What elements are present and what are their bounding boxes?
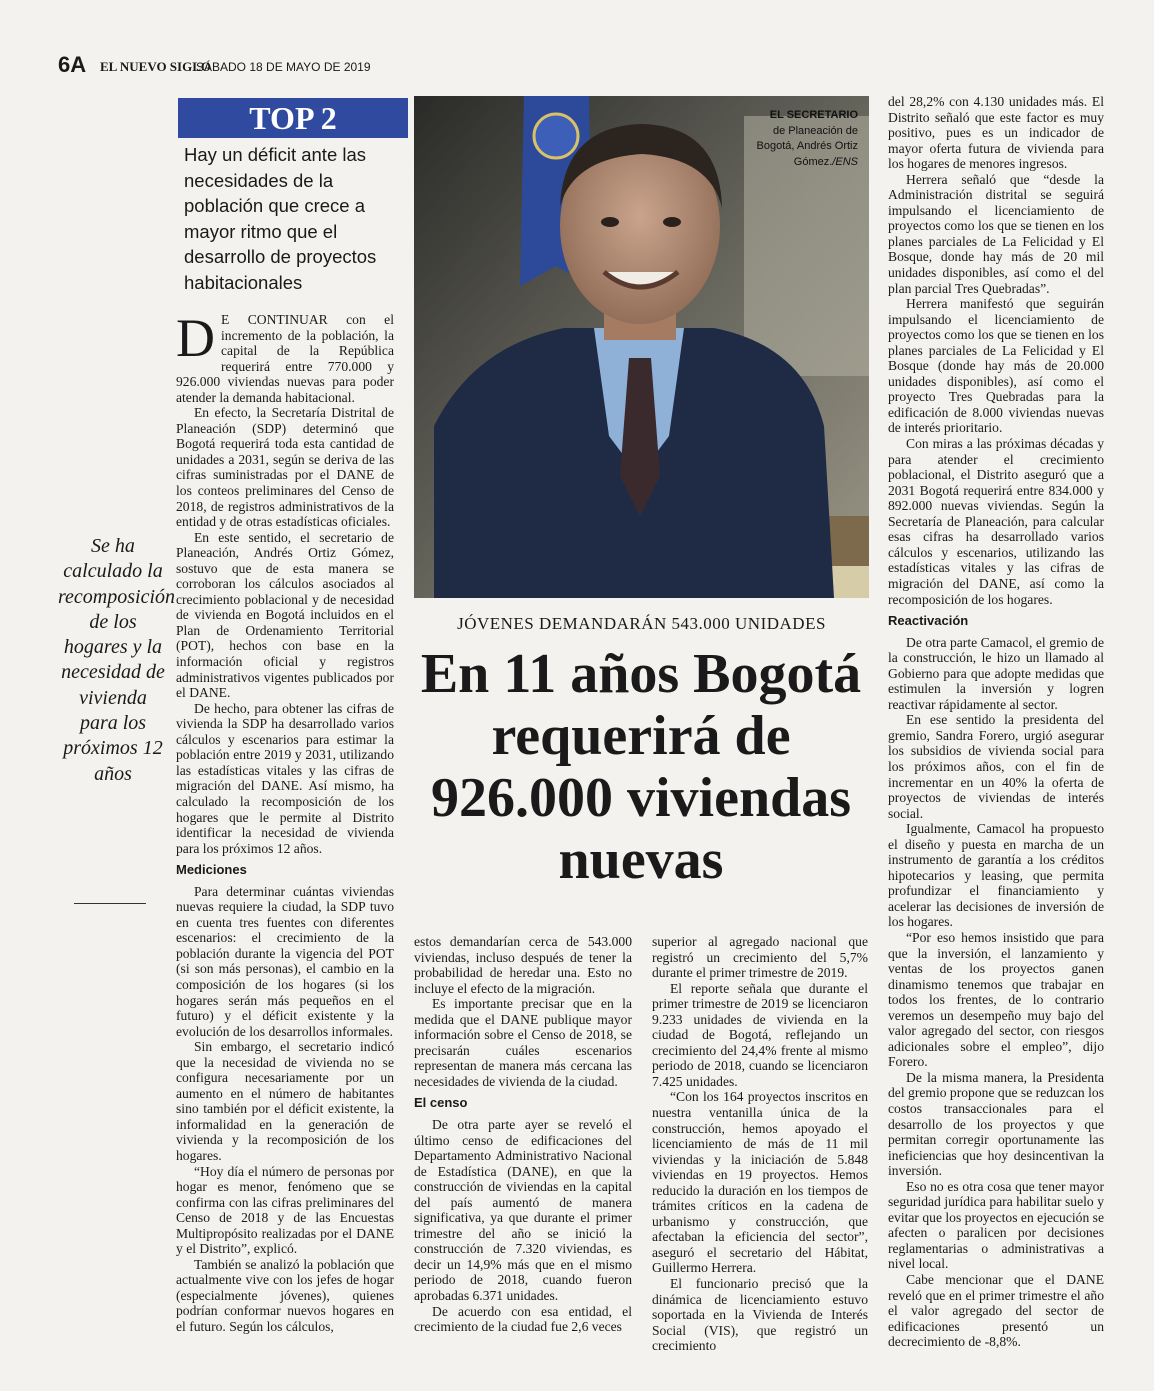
paragraph: En efecto, la Secretaría Distrital de Planeación (SDP) determinó que Bogotá requerirá toda esta cantidad de unidades a 2031, según se deriva de las cifras suministradas por el DANE de los conteos preliminares del Censo de 2018, de registros administrativos de la entidad y de otras estadísticas oficiales. bbox=[176, 405, 394, 530]
paragraph: Para determinar cuántas viviendas nuevas requiere la ciudad, la SDP tuvo en cuenta tres fuentes con diferentes escenarios: el crecimiento de la población durante la vigencia del POT (si son más personas), el cambio en la composición de los hogares (si los hogares serán más pequeños en el futuro) y el déficit existente y la evolución de los desarrollos informales. bbox=[176, 883, 394, 1039]
section-heading-censo: El censo bbox=[414, 1095, 468, 1111]
paragraph: Sin embargo, el secretario indicó que la necesidad de vivienda no se configura necesariamente por un aumento en el número de habitantes sino también por el déficit existente, la informalidad en la generación de vivienda y la recomposición de los hogares. bbox=[176, 1039, 394, 1163]
newspaper-name: EL NUEVO SIGLO bbox=[100, 59, 211, 74]
issue-date: SÁBADO 18 DE MAYO DE 2019 bbox=[196, 60, 371, 74]
caption-title: EL SECRETARIO bbox=[769, 109, 858, 121]
paragraph: Igualmente, Camacol ha propuesto el diseño y puesta en marcha de un instrumento de garantía a los créditos hipotecarios y leasing, que permita profundizar el financiamiento y acelerar las decisiones de inversión de los hogares. bbox=[888, 821, 1104, 930]
lead-paragraph: D E CONTINUAR con el incremento de la población, la capital de la República requerirá entre 770.000 y 926.000 viviendas nuevas para poder atender la demanda habitacional. bbox=[176, 308, 394, 405]
article-column-1 bbox=[176, 308, 394, 1335]
paragraph: “Con los 164 proyectos inscritos en nuestra ventanilla única de la construcción, hemos apoyado el licenciamiento de más de 11 mil viviendas y la iniciación de 5.848 viviendas en 19 proyectos. Hemos reducido la duración en los tiempos de trámites críticos en la cadena de urbanismo y construcción, que afectaban la eficiencia del sector”, aseguró el secretario del Hábitat, Guillermo Herrera. bbox=[652, 1089, 868, 1276]
portrait-illustration bbox=[414, 96, 869, 598]
photo-credit: /ENS bbox=[832, 155, 858, 168]
article-column-3 bbox=[652, 934, 868, 1354]
top-badge: TOP 2 bbox=[178, 98, 408, 138]
page-number: 6A bbox=[58, 52, 87, 77]
paragraph: superior al agregado nacional que registró un crecimiento del 5,7% durante el primer trimestre de 2019. bbox=[652, 934, 868, 981]
paragraph: Herrera señaló que “desde la Administración distrital se seguirá impulsando el licenciamiento de proyectos como los que se tienen en los planes parciales de La Felicidad y El Bosque, donde hay más de 20 mil unidades disponibles, así como el del plan parcial Tres Quebradas”. bbox=[888, 171, 1104, 296]
secretary-photo bbox=[414, 96, 869, 598]
paragraph: De otra parte Camacol, el gremio de la construcción, le hizo un llamado al Gobierno para que adopte medidas que estimulen la inversión y logren reactivar rápidamente al sector. bbox=[888, 634, 1104, 712]
section-heading-mediciones: Mediciones bbox=[176, 862, 247, 878]
paragraph: El reporte señala que durante el primer trimestre de 2019 se licenciaron 9.233 unidades de vivienda en la ciudad de Bogotá, reflejando un crecimiento del 24,4% frente al mismo periodo de 2018, cuando se licenciaron 7.425 unidades. bbox=[652, 980, 868, 1089]
paragraph: “Por eso hemos insistido que para que la inversión, el lanzamiento y ventas de los proyectos ganen dinamismo tenemos que trabajar en todos los frentes, de lo contrario veremos un desempeño muy bajo del valor agregado del sector, con riesgos adicionales sobre el empleo”, dijo Forero. bbox=[888, 929, 1104, 1070]
paragraph: En ese sentido la presidenta del gremio, Sandra Forero, urgió asegurar los subsidios de vivienda social para los próximos años, con el fin de incrementar en un 40% la oferta de proyectos de viviendas de interés social. bbox=[888, 712, 1104, 821]
paragraph: También se analizó la población que actualmente vive con los jefes de hogar (especialmente jóvenes), quienes podrían conformar nuevos hogares en el futuro. Según los cálculos, bbox=[176, 1256, 394, 1334]
caption-text: de Planeación de Bogotá, Andrés Ortiz Gómez. bbox=[756, 124, 858, 168]
page-header bbox=[58, 52, 1118, 78]
kicker-text: Hay un déficit ante las necesidades de la población que crece a mayor ritmo que el desarrollo de proyectos habitacionales bbox=[184, 144, 377, 293]
paragraph: En este sentido, el secretario de Planeación, Andrés Ortiz Gómez, sostuvo que de esta manera se corroboran los cálculos asociados al crecimiento poblacional y de necesidad de vivienda en Bogotá incluidos en el Plan de Ordenamiento Territorial (POT), hechos con base en la información oficial y registros administrativos vigentes publicados por el DANE. bbox=[176, 529, 394, 701]
headline: En 11 años Bogotá requerirá de 926.000 viviendas nuevas bbox=[420, 643, 862, 891]
section-heading-reactivacion: Reactivación bbox=[888, 613, 969, 629]
subheadline: JÓVENES DEMANDARÁN 543.000 UNIDADES bbox=[457, 614, 826, 633]
paragraph: del 28,2% con 4.130 unidades más. El Distrito señaló que este factor es muy positivo, pues es un indicador de mayor oferta futura de vivienda para los hogares de menores ingresos. bbox=[888, 94, 1104, 172]
pull-quote-rule bbox=[74, 903, 146, 904]
paragraph: De acuerdo con esa entidad, el crecimiento de la ciudad fue 2,6 veces bbox=[414, 1303, 632, 1335]
photo-caption bbox=[752, 108, 858, 170]
paragraph: De hecho, para obtener las cifras de vivienda la SDP ha desarrollado varios cálculos y escenarios para estimar la población entre 2019 y 2031, utilizando las estadísticas vitales y las cifras de migración del DANE. Así mismo, ha calculado la recomposición de los hogares que le permite al Distrito identificar la necesidad de vivienda para los próximos 12 años. bbox=[176, 700, 394, 856]
paragraph: De otra parte ayer se reveló el último censo de edificaciones del Departamento Administrativo Nacional de Estadística (DANE), en que la construcción de viviendas en la capital del país aumentó de manera significativa, ya que durante el primer trimestre del año se inició la construcción de 7.320 viviendas, es decir un 14,9% más que en el mismo periodo de 2018, cuando fueron aprobadas 6.371 unidades. bbox=[414, 1117, 632, 1304]
article-column-2 bbox=[414, 934, 632, 1335]
paragraph: Con miras a las próximas décadas y para atender el crecimiento poblacional, el Distrito aseguró que a 2031 Bogotá requerirá entre 834.000 y 892.000 nuevas viviendas. Según la Secretaría de Planeación, para calcular esas cifras ha desarrollado varios cálculos y escenarios, utilizando las estadísticas vitales y las cifras de migración del DANE, así como la recomposición de los hogares. bbox=[888, 436, 1104, 607]
paragraph: Eso no es otra cosa que tener mayor seguridad jurídica para habilitar suelo y evitar que los proyectos en ejecución se afecten o paralicen por decisiones reglamentarias o administrativas a nivel local. bbox=[888, 1178, 1104, 1272]
paragraph: “Hoy día el número de personas por hogar es menor, fenómeno que se confirma con las cifras preliminares del Censo de 2018 y de las Encuestas Multipropósito realizadas por el DANE y el Distrito”, explicó. bbox=[176, 1163, 394, 1257]
paragraph: Es importante precisar que en la medida que el DANE publique mayor información sobre el Censo de 2018, se precisarán cuáles escenarios representan de manera más cercana las necesidades de vivienda de la ciudad. bbox=[414, 996, 632, 1089]
paragraph: De la misma manera, la Presidenta del gremio propone que se reduzcan los costos transaccionales para el desarrollo de los proyectos y que permitan corregir oportunamente las ineficiencias que hoy desincentivan la inversión. bbox=[888, 1069, 1104, 1179]
pull-quote: Se ha calculado la recomposición de los hogares y la necesidad de vivienda para los próximos 12 años bbox=[58, 535, 176, 785]
paragraph: estos demandarían cerca de 543.000 viviendas, incluso después de tener la probabilidad de heredar una. Esto no incluye el efecto de la migración. bbox=[414, 934, 632, 996]
paragraph: El funcionario precisó que la dinámica de licenciamiento estuvo soportada en la Vivienda de Interés Social (VIS), que registró un crecimiento bbox=[652, 1276, 868, 1354]
article-column-4 bbox=[888, 94, 1104, 1350]
paragraph: Cabe mencionar que el DANE reveló que en el primer trimestre el año el valor agregado del sector de edificaciones presentó un decrecimiento de -8,8%. bbox=[888, 1272, 1104, 1350]
drop-cap: D bbox=[176, 308, 215, 368]
paragraph: Herrera manifestó que seguirán impulsando el licenciamiento de proyectos como los que se tienen en los planes parciales de La Felicidad y El Bosque (donde hay más de 20.000 unidades disponibles), así como el proyecto Tres Quebradas para la edificación de 8.000 viviendas nuevas de interés prioritario. bbox=[888, 296, 1104, 436]
